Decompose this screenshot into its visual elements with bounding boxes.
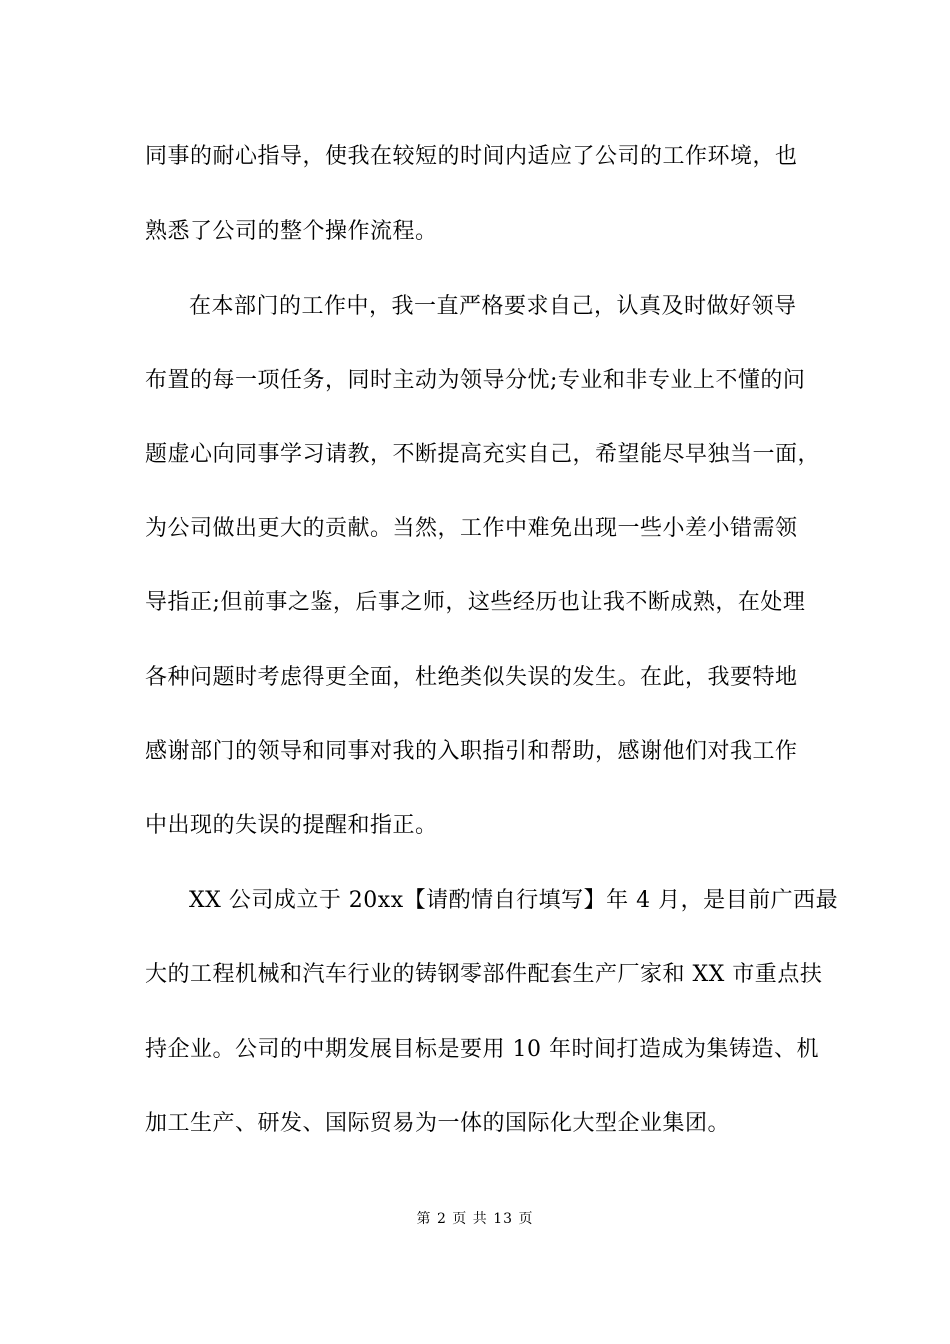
paragraph-3-line-2: 大的工程机械和汽车行业的铸钢零部件配套生产厂家和 XX 市重点扶 xyxy=(145,962,823,987)
paragraph-2-line-7: 感谢部门的领导和同事对我的入职指引和帮助，感谢他们对我工作 xyxy=(145,739,798,764)
paragraph-2-line-6: 各种问题时考虑得更全面，杜绝类似失误的发生。在此，我要特地 xyxy=(145,665,798,690)
paragraph-2-line-3: 题虚心向同事学习请教，不断提高充实自己，希望能尽早独当一面， xyxy=(145,442,821,467)
paragraph-2-line-5: 导指正;但前事之鉴，后事之师，这些经历也让我不断成熟，在处理 xyxy=(145,590,806,615)
paragraph-2-line-2: 布置的每一项任务，同时主动为领导分忧;专业和非专业上不懂的问 xyxy=(145,368,806,393)
paragraph-2-line-8: 中出现的失误的提醒和指正。 xyxy=(145,813,438,838)
paragraph-3-line-3: 持企业。公司的中期发展目标是要用 10 年时间打造成为集铸造、机 xyxy=(145,1037,819,1062)
paragraph-2-line-4: 为公司做出更大的贡献。当然，工作中难免出现一些小差小错需领 xyxy=(145,516,798,541)
paragraph-2-line-1: 在本部门的工作中，我一直严格要求自己，认真及时做好领导 xyxy=(189,294,797,319)
paragraph-3-line-1: XX 公司成立于 20xx【请酌情自行填写】年 4 月，是目前广西最 xyxy=(189,888,839,913)
paragraph-1-line-2: 熟悉了公司的整个操作流程。 xyxy=(145,219,438,244)
page-number-footer: 第 2 页 共 13 页 xyxy=(416,1211,534,1227)
paragraph-3-line-4: 加工生产、研发、国际贸易为一体的国际化大型企业集团。 xyxy=(145,1111,731,1136)
paragraph-1-line-1: 同事的耐心指导，使我在较短的时间内适应了公司的工作环境，也 xyxy=(145,144,798,169)
